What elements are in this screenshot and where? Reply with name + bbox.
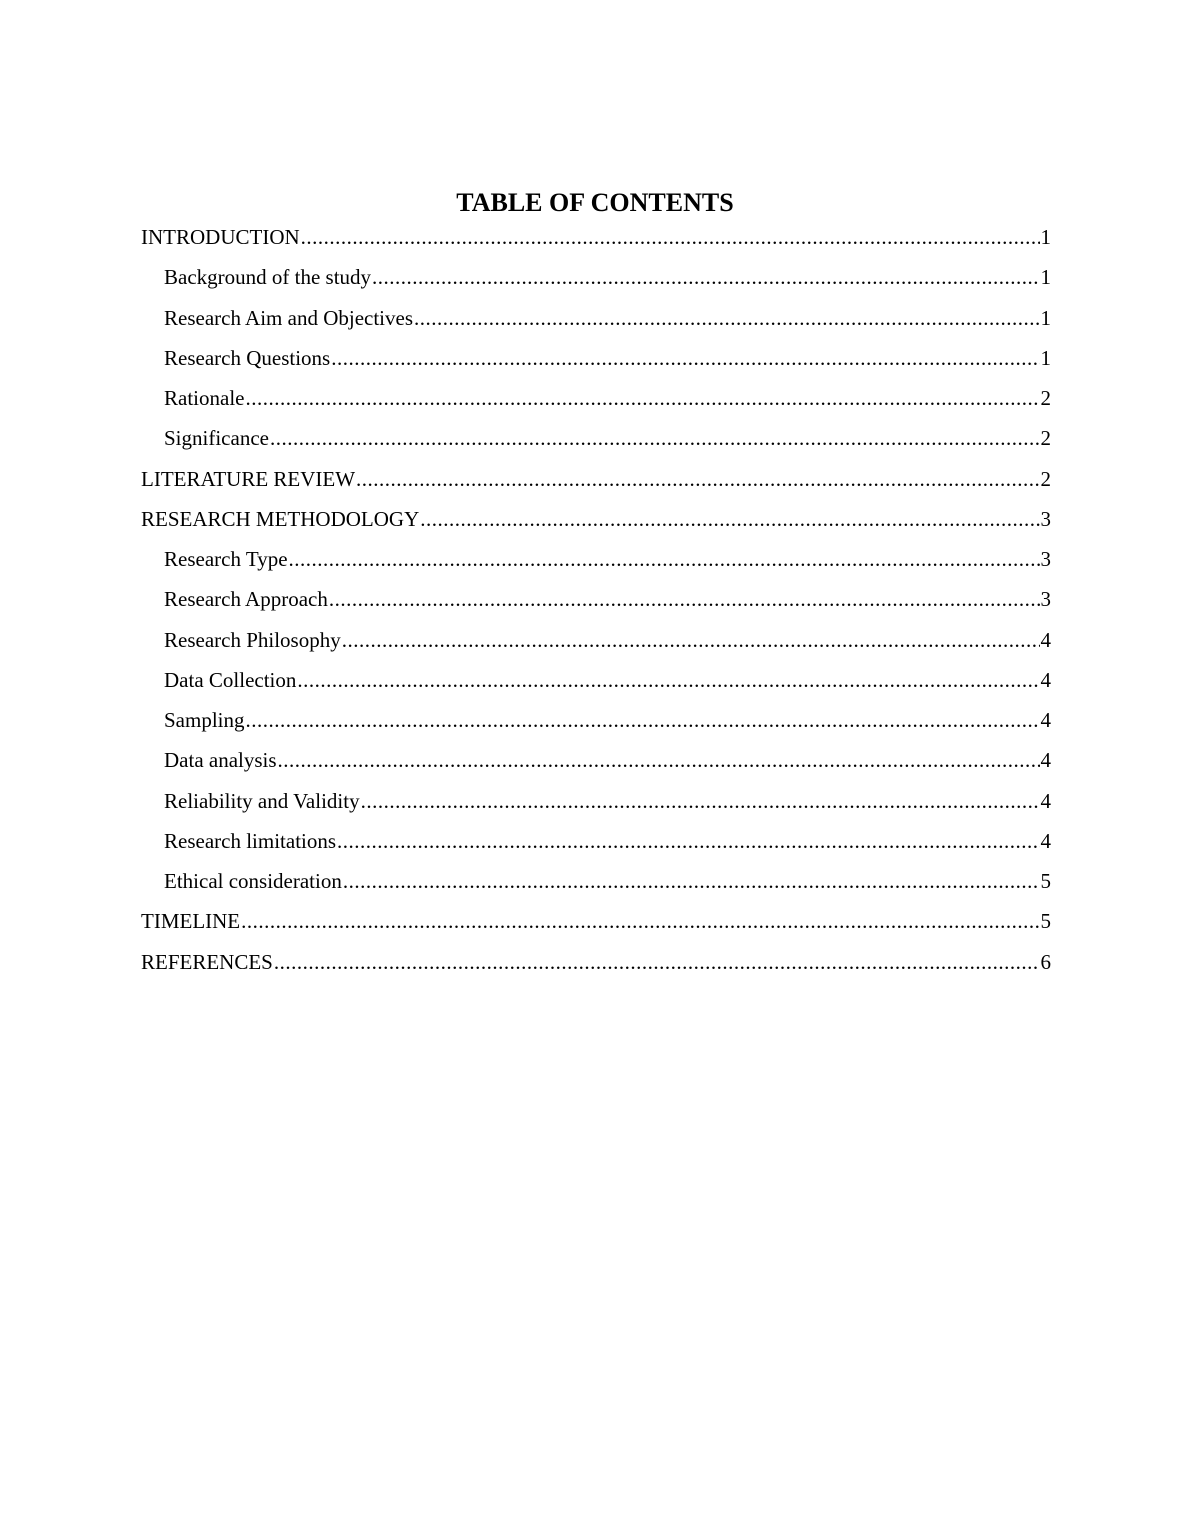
toc-entry[interactable] bbox=[141, 545, 1051, 585]
toc-entry-label: INTRODUCTION bbox=[141, 225, 300, 249]
toc-entry-page-number: 4 bbox=[1040, 708, 1051, 732]
toc-dot-leader bbox=[329, 585, 1040, 613]
toc-dot-leader bbox=[342, 626, 1040, 654]
toc-entry-label: Significance bbox=[164, 426, 269, 451]
toc-entry[interactable] bbox=[141, 465, 1051, 505]
toc-entry[interactable] bbox=[141, 746, 1051, 786]
toc-dot-leader bbox=[301, 223, 1040, 251]
toc-dot-leader bbox=[278, 746, 1040, 774]
toc-entry-label: LITERATURE REVIEW bbox=[141, 466, 356, 491]
toc-entry-label: TIMELINE bbox=[141, 909, 241, 934]
toc-dot-leader bbox=[337, 827, 1039, 855]
toc-entry-page-number: 4 bbox=[1040, 748, 1051, 773]
toc-entry-page-number: 4 bbox=[1040, 667, 1051, 692]
toc-dot-leader bbox=[289, 545, 1040, 573]
toc-entry-label: Reliability and Validity bbox=[164, 788, 360, 813]
toc-entry-page-number: 1 bbox=[1040, 345, 1051, 370]
toc-entry[interactable] bbox=[141, 304, 1051, 344]
toc-dot-leader bbox=[245, 384, 1039, 412]
toc-list bbox=[141, 223, 1051, 988]
toc-entry-page-number: 4 bbox=[1040, 828, 1051, 853]
toc-dot-leader bbox=[246, 706, 1040, 734]
toc-entry-page-number: 5 bbox=[1040, 909, 1051, 934]
toc-entry-page-number: 1 bbox=[1040, 305, 1051, 330]
toc-entry-page-number: 3 bbox=[1040, 587, 1051, 612]
toc-entry[interactable] bbox=[141, 907, 1051, 947]
toc-entry-page-number: 2 bbox=[1040, 466, 1051, 491]
toc-entry-page-number: 3 bbox=[1040, 547, 1051, 571]
toc-entry-page-number: 2 bbox=[1040, 426, 1051, 451]
toc-entry[interactable] bbox=[141, 706, 1051, 746]
toc-dot-leader bbox=[274, 948, 1040, 976]
toc-entry-page-number: 4 bbox=[1040, 627, 1051, 652]
toc-entry-page-number: 5 bbox=[1040, 869, 1051, 893]
toc-entry-page-number: 1 bbox=[1040, 225, 1051, 249]
toc-entry-label: Research Approach bbox=[164, 587, 328, 612]
toc-entry-page-number: 1 bbox=[1040, 265, 1051, 290]
toc-entry-label: Rationale bbox=[164, 386, 245, 410]
toc-dot-leader bbox=[356, 465, 1039, 493]
toc-dot-leader bbox=[372, 263, 1039, 291]
toc-entry[interactable] bbox=[141, 344, 1051, 384]
toc-entry-page-number: 4 bbox=[1040, 788, 1051, 813]
toc-entry-label: Data Collection bbox=[164, 667, 297, 692]
toc-title: TABLE OF CONTENTS bbox=[456, 188, 734, 217]
toc-dot-leader bbox=[331, 344, 1039, 372]
toc-entry-page-number: 2 bbox=[1040, 386, 1051, 410]
toc-dot-leader bbox=[343, 867, 1040, 895]
toc-entry[interactable] bbox=[141, 626, 1051, 666]
toc-dot-leader bbox=[420, 505, 1039, 533]
toc-entry[interactable] bbox=[141, 424, 1051, 464]
toc-entry[interactable] bbox=[141, 263, 1051, 303]
toc-entry-label: Research Questions bbox=[164, 345, 331, 370]
toc-entry-page-number: 6 bbox=[1040, 949, 1051, 974]
toc-entry[interactable] bbox=[141, 948, 1051, 988]
toc-entry-label: Research Aim and Objectives bbox=[164, 305, 414, 330]
toc-entry-label: RESEARCH METHODOLOGY bbox=[141, 506, 420, 531]
toc-entry[interactable] bbox=[141, 384, 1051, 424]
toc-dot-leader bbox=[241, 907, 1039, 935]
toc-entry[interactable] bbox=[141, 666, 1051, 706]
toc-dot-leader bbox=[361, 787, 1040, 815]
toc-entry-label: Ethical consideration bbox=[164, 869, 342, 893]
toc-dot-leader bbox=[414, 304, 1039, 332]
toc-entry[interactable] bbox=[141, 223, 1051, 263]
toc-entry[interactable] bbox=[141, 585, 1051, 625]
toc-entry-label: REFERENCES bbox=[141, 949, 273, 974]
toc-dot-leader bbox=[297, 666, 1039, 694]
toc-entry-label: Research limitations bbox=[164, 828, 337, 853]
toc-entry-label: Sampling bbox=[164, 708, 245, 732]
toc-entry[interactable] bbox=[141, 505, 1051, 545]
toc-entry[interactable] bbox=[141, 867, 1051, 907]
toc-entry[interactable] bbox=[141, 827, 1051, 867]
toc-entry-label: Data analysis bbox=[164, 748, 277, 773]
toc-entry-label: Research Type bbox=[164, 547, 288, 571]
toc-entry-label: Research Philosophy bbox=[164, 627, 341, 652]
toc-entry[interactable] bbox=[141, 787, 1051, 827]
toc-entry-label: Background of the study bbox=[164, 265, 372, 290]
toc-entry-page-number: 3 bbox=[1040, 506, 1051, 531]
toc-dot-leader bbox=[270, 424, 1040, 452]
